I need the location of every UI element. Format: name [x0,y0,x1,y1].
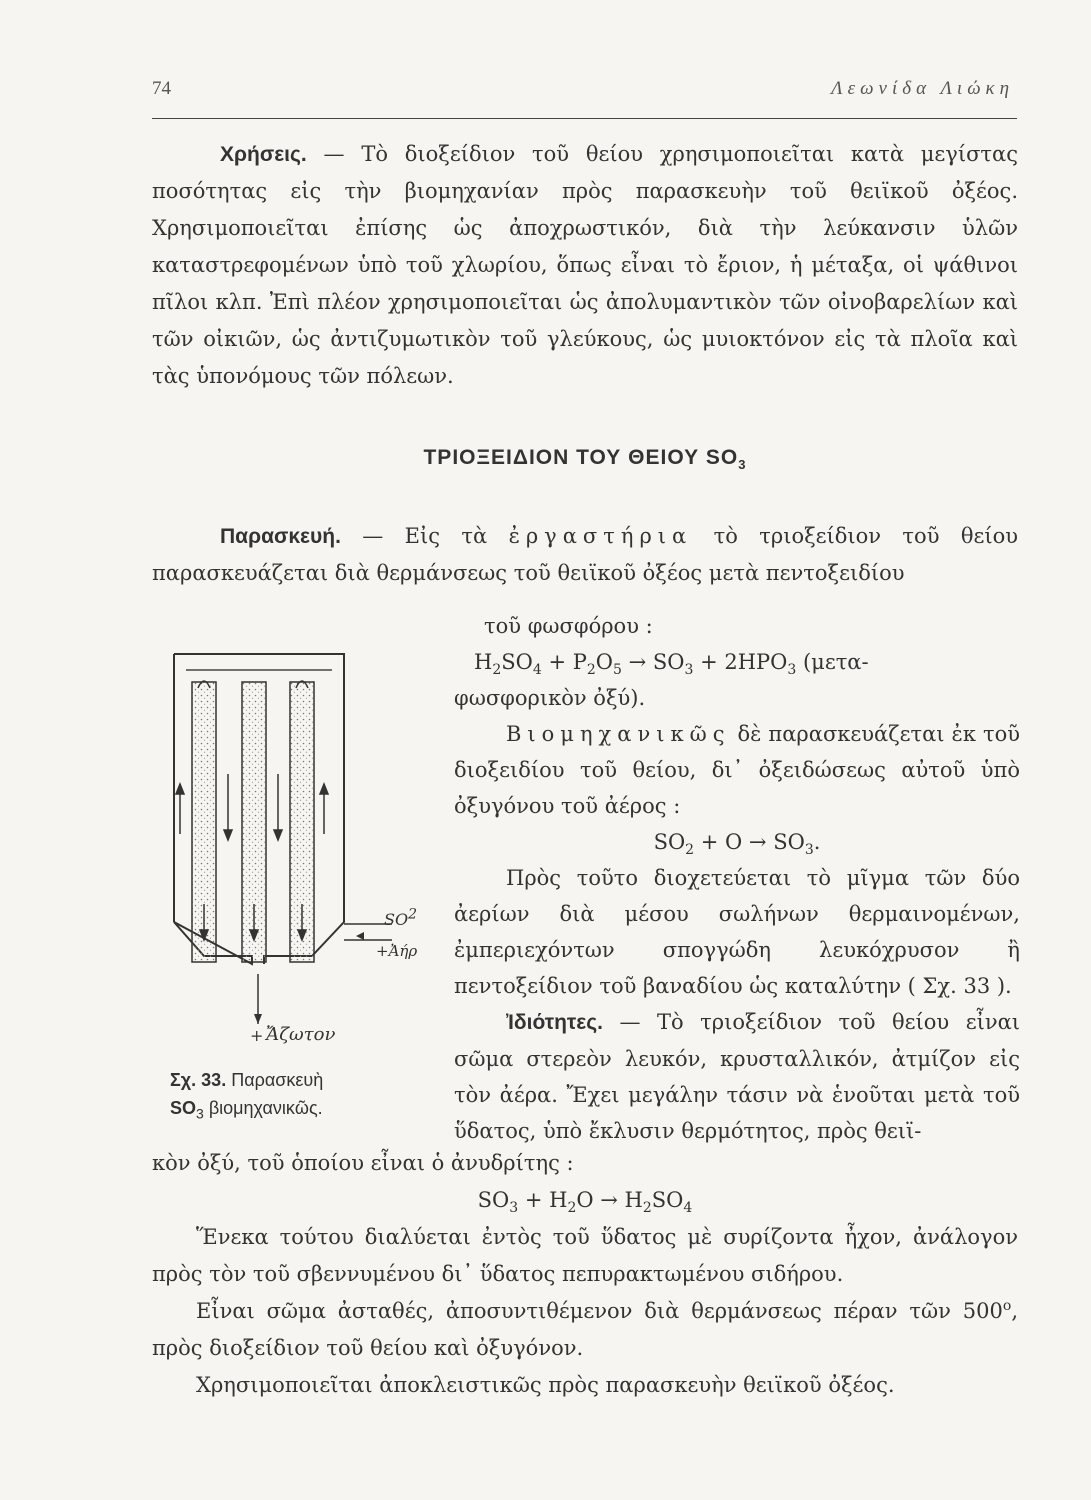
figure-33 [152,634,442,1134]
running-title: Λεωνίδα Λιώκη [831,78,1014,99]
prep-spaced: ἐργαστήρια [508,524,693,548]
caption-formula: SO [170,1098,197,1118]
prep-text-c: τοῦ φωσφόρου : [484,614,653,638]
air-arrow [356,932,364,940]
label-plus: + [250,1026,264,1045]
props-title: Ἰδιότητες. [506,1011,603,1034]
right-column [454,608,1020,1149]
flow-paragraph: Πρὸς τοῦτο διοχετεύεται τὸ μῖγμα τῶν δύο ἀερίων διὰ μέσου σωλήνων θερμαινομένων, ἐμπεριεχόντων σπογγώδη λευκόχρυσον ἢ πεντοξείδιον τοῦ βαναδίου ὡς καταλύτην ( Σχ. 33 ). [454,866,1020,998]
page-number: 74 [152,78,171,99]
catalyst-tubes [192,682,314,962]
props-text-full: κὸν ὀξύ, τοῦ ὁποίου εἶναι ὁ ἀνυδρίτης : [152,1151,574,1175]
page-header [152,68,1014,108]
uses-text: — Τὸ διοξείδιον τοῦ θείου χρησιμοποιεῖται κατὰ μεγίστας ποσότητας εἰς τὴν βιομηχανίαν πρὸς παρασκευὴν τοῦ θειϊκοῦ ὀξέος. Χρησιμοποιεῖται ἐπίσης ὡς ἀποχρωστικόν, διὰ τὴν λεύκανσιν ὑλῶν καταστρεφομένων ὑπὸ τοῦ χλωρίου, ὅπως εἶναι τὸ ἔριον, ἡ μέταξα, οἱ ψάθινοι πῖλοι κλπ. Ἐπὶ πλέον χρησιμοποιεῖται ὡς ἀπολυμαντικὸν τῶν οἰνοβαρελίων καὶ τῶν οἰκιῶν, ὡς ἀντιζυμωτικὸν τοῦ γλεύκους, ὡς μυιοκτόνον εἰς τὰ πλοῖα καὶ τὰς ὑπονόμους τῶν πόλεων. [152,142,1018,388]
uses-paragraph [152,136,1018,395]
label-so2: $SO^2$ [384,906,417,929]
prep-text-a: — Εἰς τὰ [340,524,509,548]
props-text-right: — Τὸ τριοξείδιον τοῦ θείου εἶναι σῶμα στερεὸν λευκόν, κρυσταλλικόν, ἀτμίζον εἰς τὸν ἀέρα. Ἔχει μεγάλην τάσιν νὰ ἑνοῦται μετὰ τοῦ ὕδατος, ὑπὸ ἔκλυσιν θερμότητος, πρὸς θειϊ- [454,1010,1020,1143]
props-p2: Ἕνεκα τούτου διαλύεται ἐντὸς τοῦ ὕδατος μὲ συρίζοντα ἦχον, ἀνάλογον πρὸς τὸν τοῦ σβεννυμένου δι᾿ ὕδατος πεπυρακτωμένου σιδήρου. [152,1225,1018,1286]
equation-3: $SO_3 + H_2O \to H_2SO_4$ [477,1188,693,1217]
props-paragraph [454,1004,1020,1149]
prep-paragraph [152,518,1018,592]
top-body [152,136,1018,592]
caption-rest: βιομηχανικῶς. [203,1098,323,1118]
label-air: +Ἀήρ [376,942,418,960]
section-title-text: ΤΡΙΟΞΕΙΔΙΟΝ ΤΟΥ ΘΕΙΟΥ SO [423,446,739,469]
equation-1-tail: φωσφορικὸν ὀξύ). [454,686,646,710]
caption-formula-sub: 3 [196,1105,204,1122]
reactor-diagram [152,634,442,1064]
industrial-paragraph [454,716,1020,824]
prep-title: Παρασκευή. [220,525,341,548]
industrial-text: δὲ παρασκευάζεται ἐκ τοῦ διοξειδίου τοῦ θείου, δι᾿ ὀξειδώσεως αὐτοῦ ὑπὸ ὀξυγόνου τοῦ ἀέρος : [454,722,1020,818]
bottom-body [152,1145,1018,1404]
section-title [152,439,1018,476]
uses-title: Χρήσεις. [220,143,307,166]
caption-a: Παρασκευὴ [226,1070,324,1090]
label-nitrogen: Ἄζωτον [266,1024,336,1045]
props-p4: Χρησιμοποιεῖται ἀποκλειστικῶς πρὸς παρασκευὴν θειϊκοῦ ὀξέος. [196,1373,895,1397]
industrial-spaced: Βιομηχανικῶς [506,722,731,746]
header-rule [152,118,1017,119]
prep-text-b: τὸ τριοξείδιον τοῦ θείου παρασκευάζεται διὰ θερμάνσεως τοῦ θειϊκοῦ ὀξέος μετὰ πεντοξειδίου [152,524,1018,585]
figure-caption [170,1066,430,1122]
caption-number: Σχ. 33. [170,1070,227,1090]
equation-2: $SO_2 + O \to SO_3$. [653,830,821,859]
section-title-sub: 3 [738,457,747,473]
props-p3: Εἶναι σῶμα ἀσταθές, ἀποσυντιθέμενον διὰ θερμάνσεως πέραν τῶν $500^o$, πρὸς διοξείδιον τοῦ θείου καὶ ὀξυγόνον. [152,1298,1018,1360]
equation-1: $H_2SO_4 + P_2O_5 \to SO_3 + 2HPO_3$ (μετα- [474,650,869,679]
